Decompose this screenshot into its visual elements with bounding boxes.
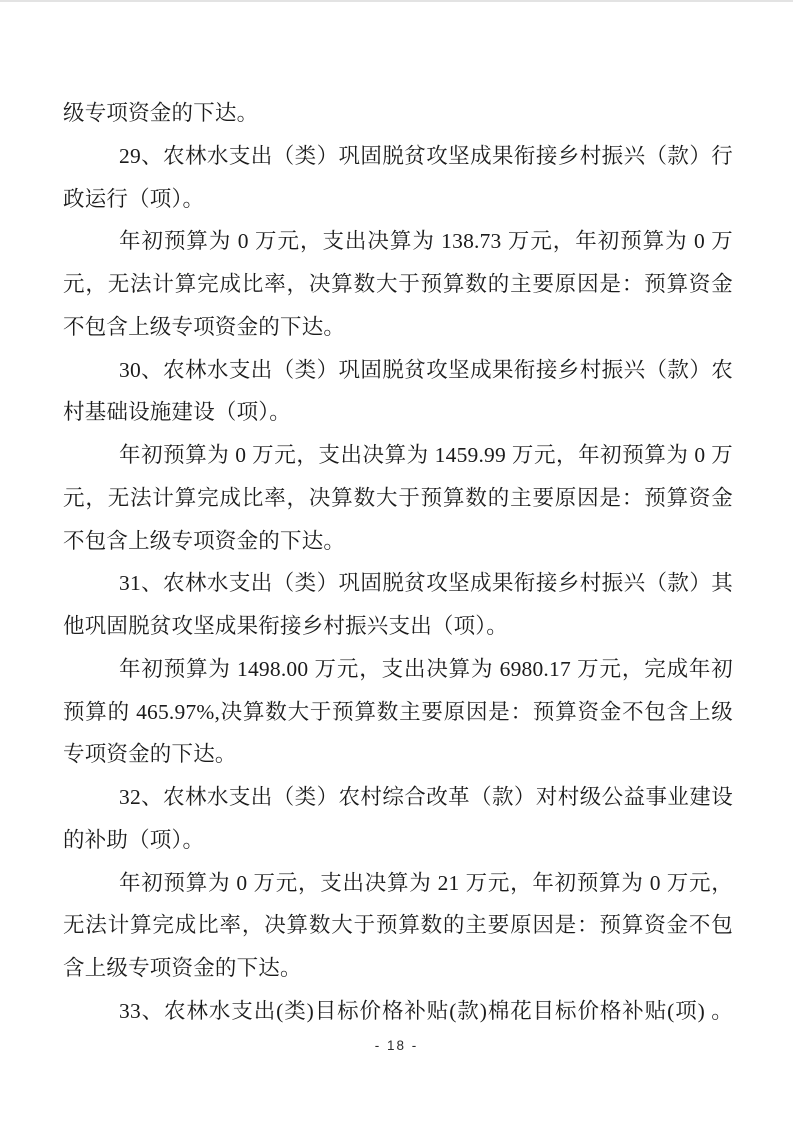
text-line: 政运行（项）。 <box>63 186 205 211</box>
text-line: 年初预算为 0 万元，支出决算为 1459.99 万元，年初预算为 0 万 <box>119 443 733 467</box>
text-line: 不包含上级专项资金的下达。 <box>63 528 346 553</box>
text-line: 29、农林水支出（类）巩固脱贫攻坚成果衔接乡村振兴（款）行 <box>119 143 733 168</box>
text-line: 他巩固脱贫攻坚成果衔接乡村振兴支出（项）。 <box>63 614 508 638</box>
text-line: 32、农林水支出（类）农村综合改革（款）对村级公益事业建设 <box>119 785 733 809</box>
text-line: 年初预算为 0 万元，支出决算为 138.73 万元，年初预算为 0 万 <box>119 229 733 254</box>
scan-top-edge <box>0 0 793 2</box>
text-line: 的补助（项）。 <box>63 827 205 852</box>
text-line: 无法计算完成比率，决算数大于预算数的主要原因是：预算资金不包 <box>63 913 733 938</box>
text-line: 级专项资金的下达。 <box>63 101 259 125</box>
text-line: 专项资金的下达。 <box>63 742 237 767</box>
page-number: - 18 - <box>374 1038 419 1053</box>
text-line: 年初预算为 0 万元，支出决算为 21 万元，年初预算为 0 万元， <box>119 870 733 895</box>
text-line: 年初预算为 1498.00 万元，支出决算为 6980.17 万元，完成年初 <box>119 656 733 681</box>
text-line: 含上级专项资金的下达。 <box>63 956 302 980</box>
text-line: 元，无法计算完成比率，决算数大于预算数的主要原因是：预算资金 <box>63 485 733 510</box>
document-body <box>63 92 733 1033</box>
text-line: 31、农林水支出（类）巩固脱贫攻坚成果衔接乡村振兴（款）其 <box>119 571 733 596</box>
text-line: 30、农林水支出（类）巩固脱贫攻坚成果衔接乡村振兴（款）农 <box>119 357 733 382</box>
text-line: 预算的 465.97%,决算数大于预算数主要原因是：预算资金不包含上级 <box>63 699 733 724</box>
text-line: 元，无法计算完成比率，决算数大于预算数的主要原因是：预算资金 <box>63 272 733 296</box>
text-line: 不包含上级专项资金的下达。 <box>63 314 346 339</box>
text-line: 33、农林水支出(类)目标价格补贴(款)棉花目标价格补贴(项) 。 <box>119 998 733 1023</box>
text-line: 村基础设施建设（项）。 <box>63 400 291 425</box>
